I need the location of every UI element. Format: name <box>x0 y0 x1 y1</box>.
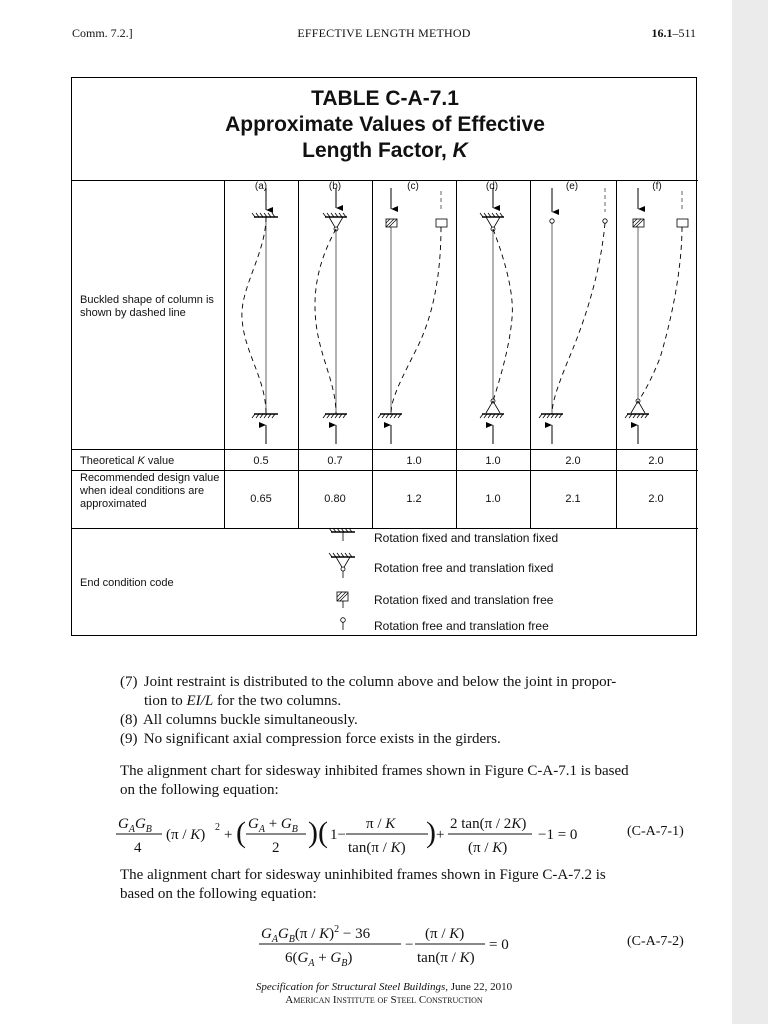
column-b-diagram <box>315 188 347 444</box>
list-item: (8) All columns buckle simultaneously. <box>120 712 358 728</box>
svg-text:(π / K): (π / K) <box>468 840 508 856</box>
page-sidebar <box>732 0 768 1024</box>
svg-text:(π / K): (π / K) <box>425 926 465 942</box>
legend-text-fixed-free: Rotation fixed and translation free <box>374 593 554 607</box>
svg-text:4: 4 <box>134 840 142 856</box>
theoretical-k-f: 2.0 <box>648 455 664 467</box>
svg-text:−: − <box>405 937 414 953</box>
recommended-k-a: 0.65 <box>250 493 272 505</box>
buckled-shapes-diagram <box>72 78 698 637</box>
svg-text:2: 2 <box>272 840 280 856</box>
column-e-diagram <box>539 188 607 444</box>
recommended-k-c: 1.2 <box>406 493 422 505</box>
svg-text:(: ( <box>236 816 246 849</box>
column-label-f: (f) <box>652 181 662 192</box>
paragraph-uninhibited: The alignment chart for sidesway uninhibited frames shown in Figure C-A-7.2 is based on the following equation: <box>120 867 606 902</box>
recommended-k-e: 2.1 <box>565 493 581 505</box>
equation-c-a-7-2 <box>255 918 535 970</box>
svg-text:): ) <box>426 816 436 849</box>
row-label-recommended: Recommended design value when ideal conditions are approximated <box>80 472 220 510</box>
legend-text-fixed-fixed: Rotation fixed and translation fixed <box>374 531 559 545</box>
row-label-buckled-shape: Buckled shape of column is shown by dashed line <box>80 294 214 319</box>
svg-text:GAGB: $G_AG_B$ <box>118 816 152 835</box>
column-a-diagram <box>242 188 278 444</box>
svg-text:GA + GB: $G_A + G_B$ <box>248 816 298 835</box>
equation-label-2: (C-A-7-2) <box>627 934 684 949</box>
recommended-k-f: 2.0 <box>648 493 664 505</box>
recommended-k-d: 1.0 <box>485 493 501 505</box>
svg-text:): ) <box>308 816 318 849</box>
svg-text:(: ( <box>318 816 328 849</box>
theoretical-k-e: 2.0 <box>565 455 581 467</box>
equation-label-1: (C-A-7-1) <box>627 824 684 839</box>
svg-text:2: 2 <box>215 822 220 833</box>
row-label-theoretical-k: Theoretical K value <box>80 455 175 467</box>
footer-institute: American Institute of Steel Construction <box>285 994 483 1006</box>
svg-text:= 0: = 0 <box>489 937 509 953</box>
svg-text:6(GA + GB): $6(G_A + G_B)$ <box>285 950 353 969</box>
column-d-diagram <box>480 188 512 444</box>
svg-text:(π / K): (π / K) <box>166 827 206 843</box>
effective-length-table <box>71 77 697 636</box>
legend-fixed-free-icon <box>337 592 348 608</box>
theoretical-k-a: 0.5 <box>253 455 269 467</box>
paragraph-inhibited: The alignment chart for sidesway inhibited frames shown in Figure C-A-7.1 is based on the following equation: <box>120 763 629 798</box>
legend-free-fixed-icon <box>329 553 355 578</box>
column-label-b: (b) <box>328 181 342 192</box>
table-title: TABLE C-A-7.1 Approximate Values of Effective Length Factor, K <box>225 87 545 162</box>
svg-text:2 tan(π / 2K): 2 tan(π / 2K) <box>450 816 527 832</box>
row-label-end-condition: End condition code <box>80 577 174 589</box>
legend-free-free-icon <box>341 618 346 630</box>
svg-text:tan(π / K): tan(π / K) <box>348 840 406 856</box>
list-item: (7) Joint restraint is distributed to the column above and below the joint in propor- tion to EI/L for the two columns. <box>120 674 617 709</box>
theoretical-k-d: 1.0 <box>485 455 501 467</box>
column-label-a: (a) <box>254 181 268 192</box>
column-label-e: (e) <box>565 181 579 192</box>
svg-text:−1 = 0: −1 = 0 <box>538 827 578 843</box>
svg-text:π / K: π / K <box>366 816 396 832</box>
svg-text:GAGB(π / K)2 − 36: $G_AG_B(\pi / K)^2 - 36$ <box>261 924 371 945</box>
list-item: (9) No significant axial compression force exists in the girders. <box>120 731 501 747</box>
legend-text-free-fixed: Rotation free and translation fixed <box>374 561 554 575</box>
running-header-title: EFFECTIVE LENGTH METHOD <box>297 26 471 40</box>
equation-c-a-7-1 <box>110 808 620 860</box>
recommended-k-b: 0.80 <box>324 493 346 505</box>
column-label-d: (d) <box>485 181 499 192</box>
svg-text:1−: 1− <box>330 827 346 843</box>
svg-text:+: + <box>224 827 233 843</box>
column-f-diagram <box>625 188 688 444</box>
running-header-section: Comm. 7.2.] <box>72 26 133 40</box>
column-label-c: (c) <box>407 181 419 192</box>
svg-text:tan(π / K): tan(π / K) <box>417 950 475 966</box>
theoretical-k-b: 0.7 <box>327 455 343 467</box>
theoretical-k-c: 1.0 <box>406 455 422 467</box>
footer-spec: Specification for Structural Steel Buildings, June 22, 2010 <box>255 981 513 993</box>
legend-fixed-fixed-icon <box>329 528 355 541</box>
column-c-diagram <box>378 188 447 444</box>
svg-text:+: + <box>436 827 445 843</box>
page-number: 16.1–511 <box>651 26 696 40</box>
legend-text-free-free: Rotation free and translation free <box>374 619 549 633</box>
